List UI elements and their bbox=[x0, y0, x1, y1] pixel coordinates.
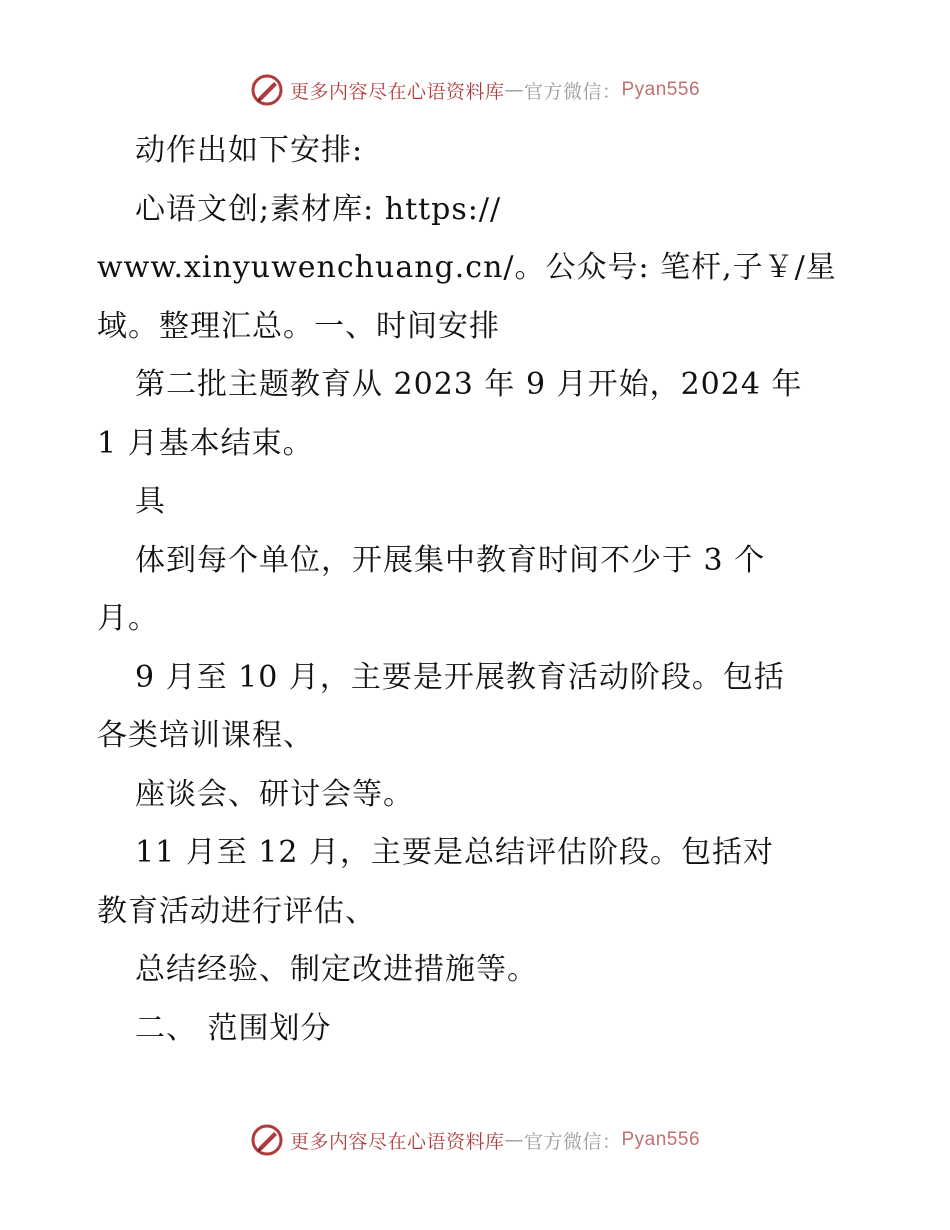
paragraph-line: www.xinyuwenchuang.cn/。公众号: 笔杆,子￥/星 bbox=[97, 250, 837, 285]
watermark-site-text: 更多内容尽在心语资料库 bbox=[289, 1130, 505, 1153]
watermark-wechat-id: Pyan556 bbox=[621, 79, 701, 100]
watermark-site-text: 更多内容尽在心语资料库 bbox=[289, 80, 505, 103]
watermark-header bbox=[0, 70, 950, 110]
watermark-wechat-label: 官方微信： bbox=[523, 1130, 622, 1153]
paragraph-line: 9 月至 10 月，主要是开展教育活动阶段。包括 bbox=[135, 659, 785, 695]
watermark-wechat-id: Pyan556 bbox=[621, 1129, 701, 1150]
paragraph-line: 座谈会、研讨会等。 bbox=[135, 776, 414, 812]
watermark-wechat-label: 官方微信： bbox=[523, 80, 622, 103]
document-body bbox=[97, 122, 857, 1058]
paragraph-line: 11 月至 12 月，主要是总结评估阶段。包括对 bbox=[135, 835, 774, 870]
section-heading: 二、 范围划分 bbox=[135, 1010, 332, 1046]
watermark-separator: — bbox=[504, 79, 524, 101]
paragraph-line: 具 bbox=[135, 484, 166, 519]
watermark-separator: — bbox=[504, 1129, 524, 1151]
paragraph-line: 域。整理汇总。一、时间安排 bbox=[97, 308, 500, 344]
paragraph-line: 1 月基本结束。 bbox=[97, 425, 314, 461]
paragraph-line: 教育活动进行评估、 bbox=[97, 893, 376, 929]
paragraph-line: 第二批主题教育从 2023 年 9 月开始，2024 年 bbox=[135, 367, 803, 402]
paragraph-line: 体到每个单位，开展集中教育时间不少于 3 个 bbox=[135, 542, 766, 578]
paragraph-line: 各类培训课程、 bbox=[97, 718, 314, 753]
pen-logo-icon bbox=[250, 73, 284, 107]
paragraph-line: 总结经验、制定改进措施等。 bbox=[135, 952, 538, 987]
paragraph-line: 月。 bbox=[97, 601, 159, 636]
paragraph-line: 动作出如下安排: bbox=[135, 133, 364, 168]
watermark-footer bbox=[0, 1120, 950, 1160]
paragraph-line: 心语文创;素材库: https:// bbox=[135, 191, 502, 227]
pen-logo-icon bbox=[250, 1123, 284, 1157]
